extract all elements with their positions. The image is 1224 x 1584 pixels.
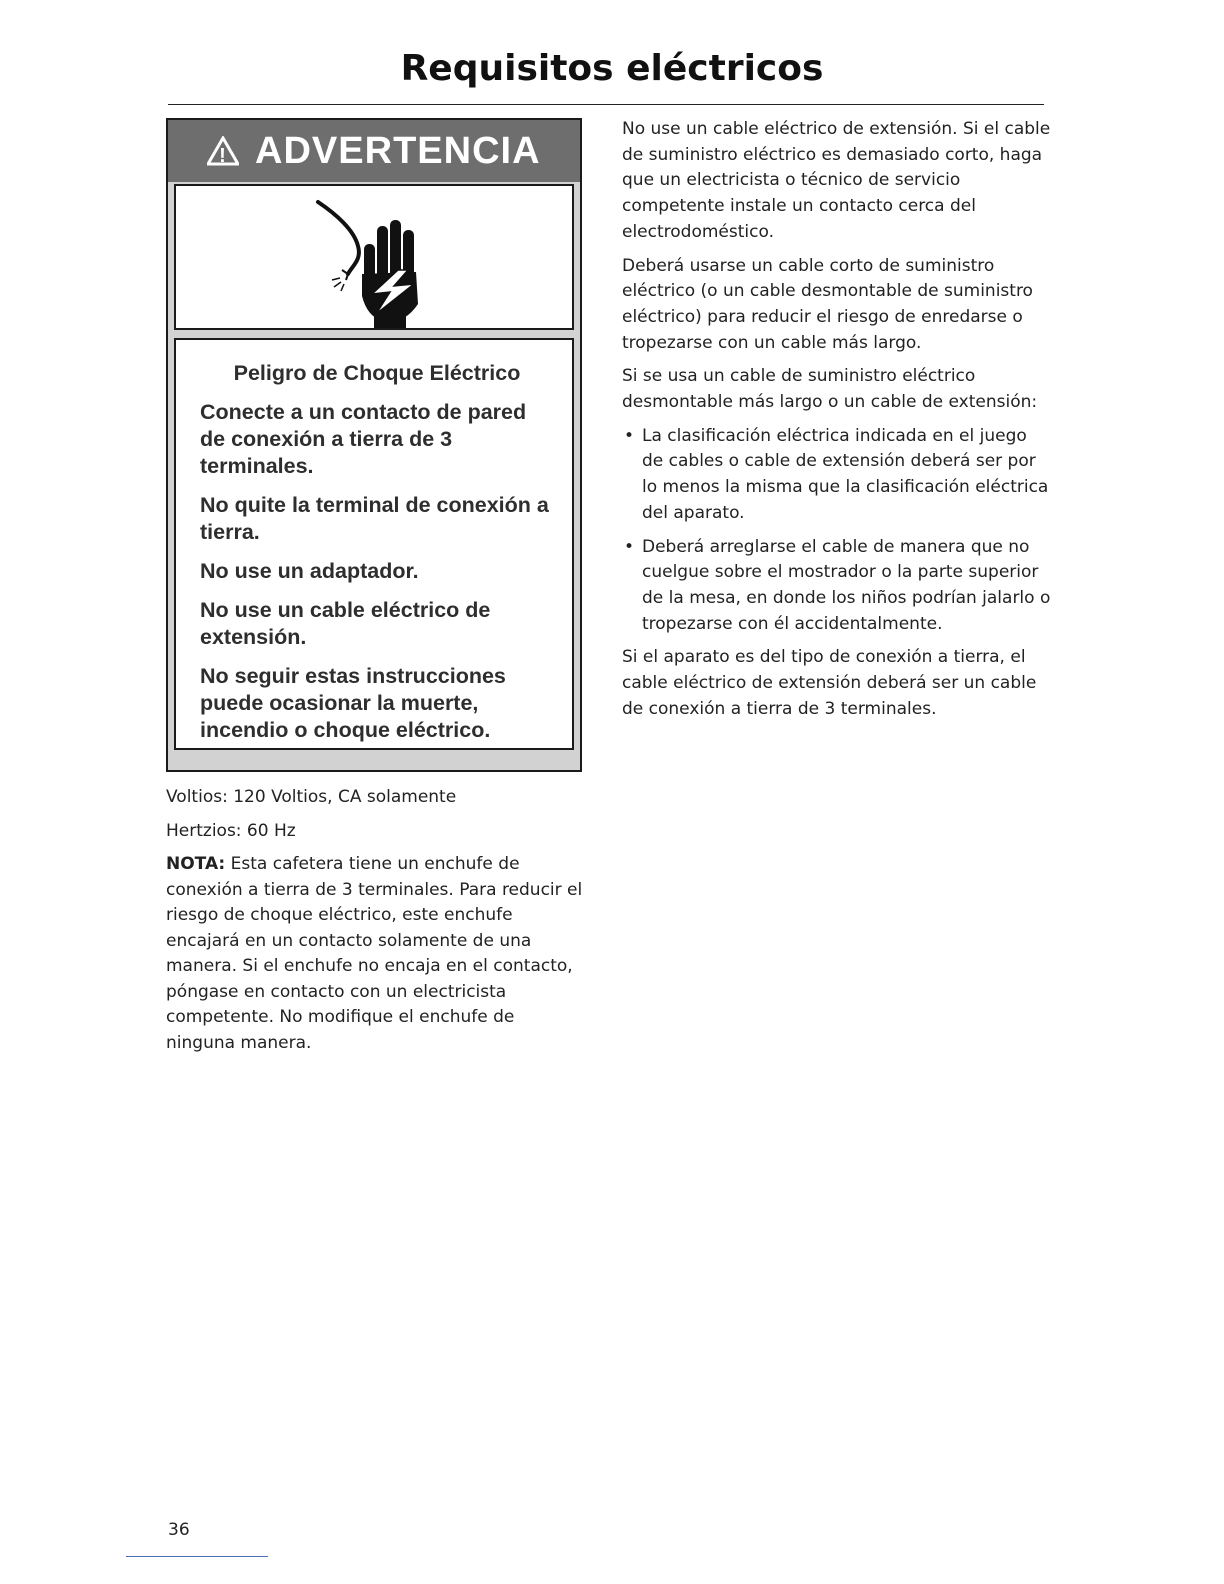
warning-box — [166, 118, 582, 772]
volts-spec: Voltios: 120 Voltios, CA solamente — [166, 787, 457, 807]
left-column — [166, 785, 586, 1064]
page-number: 36 — [168, 1520, 190, 1540]
danger-title: Peligro de Choque Eléctrico — [233, 361, 521, 385]
instruction-5: No seguir estas instrucciones puede ocasionar la muerte, incendio o choque eléctrico. — [200, 664, 506, 742]
warning-instructions — [174, 338, 574, 750]
paragraph-short-cord: Deberá usarse un cable corto de suministro eléctrico (o un cable desmontable de suministro eléctrico) para reducir el riesgo de enredarse o tropezarse con un cable más largo. — [622, 255, 1033, 353]
hertz-spec: Hertzios: 60 Hz — [166, 820, 296, 841]
nota-text: Esta cafetera tiene un enchufe de conexión a tierra de 3 terminales. Para reducir el riesgo de choque eléctrico, este enchufe encajará en un contacto solamente de una manera. Si el enchufe no encaja en el contacto, póngase en contacto con un electricista competente. No modifique el enchufe de ninguna manera. — [166, 854, 583, 1053]
nota-label: NOTA: — [166, 854, 226, 874]
instruction-3: No use un adaptador. — [200, 559, 419, 583]
footer-divider — [126, 1556, 268, 1557]
bullet-text: La clasificación eléctrica indicada en el juego de cables o cable de extensión deberá ser por lo menos la misma que la clasificación eléctrica del aparato. — [642, 425, 1049, 523]
instruction-4: No use un cable eléctrico de extensión. — [200, 598, 491, 649]
instruction-2: No quite la terminal de conexión a tierra. — [200, 493, 549, 544]
warning-header-label: ADVERTENCIA — [255, 130, 541, 172]
nota-paragraph — [166, 852, 586, 1056]
instruction-1: Conecte a un contacto de pared de conexión a tierra de 3 terminales. — [200, 400, 527, 478]
alert-symbol: ! — [219, 145, 228, 166]
electric-shock-hand-icon — [176, 186, 572, 328]
title-divider — [168, 104, 1044, 105]
list-item — [622, 424, 1052, 527]
page-title: Requisitos eléctricos — [400, 48, 824, 89]
paragraph-longer-cord: Si se usa un cable de suministro eléctrico desmontable más largo o un cable de extensión: — [622, 366, 1038, 413]
bullet-list — [622, 424, 1052, 638]
right-column — [622, 117, 1052, 730]
bullet-text: Deberá arreglarse el cable de manera que no cuelgue sobre el mostrador o la parte superior de la mesa, en donde los niños podrían jalarlo o tropezarse con él accidentalmente. — [642, 536, 1051, 634]
paragraph-grounding: Si el aparato es del tipo de conexión a tierra, el cable eléctrico de extensión deberá ser un cable de conexión a tierra de 3 terminales. — [622, 647, 1037, 719]
bullet-icon: • — [624, 425, 635, 446]
list-item — [622, 535, 1052, 638]
warning-header — [168, 120, 580, 182]
paragraph-extension-cable: No use un cable eléctrico de extensión. Si el cable de suministro eléctrico es demasiado corto, haga que un electricista o técnico de servicio competente instale un contacto cerca del electrodoméstico. — [622, 119, 1051, 242]
alert-triangle-icon — [207, 130, 251, 172]
warning-image-panel — [174, 184, 574, 330]
bullet-icon: • — [624, 536, 635, 557]
